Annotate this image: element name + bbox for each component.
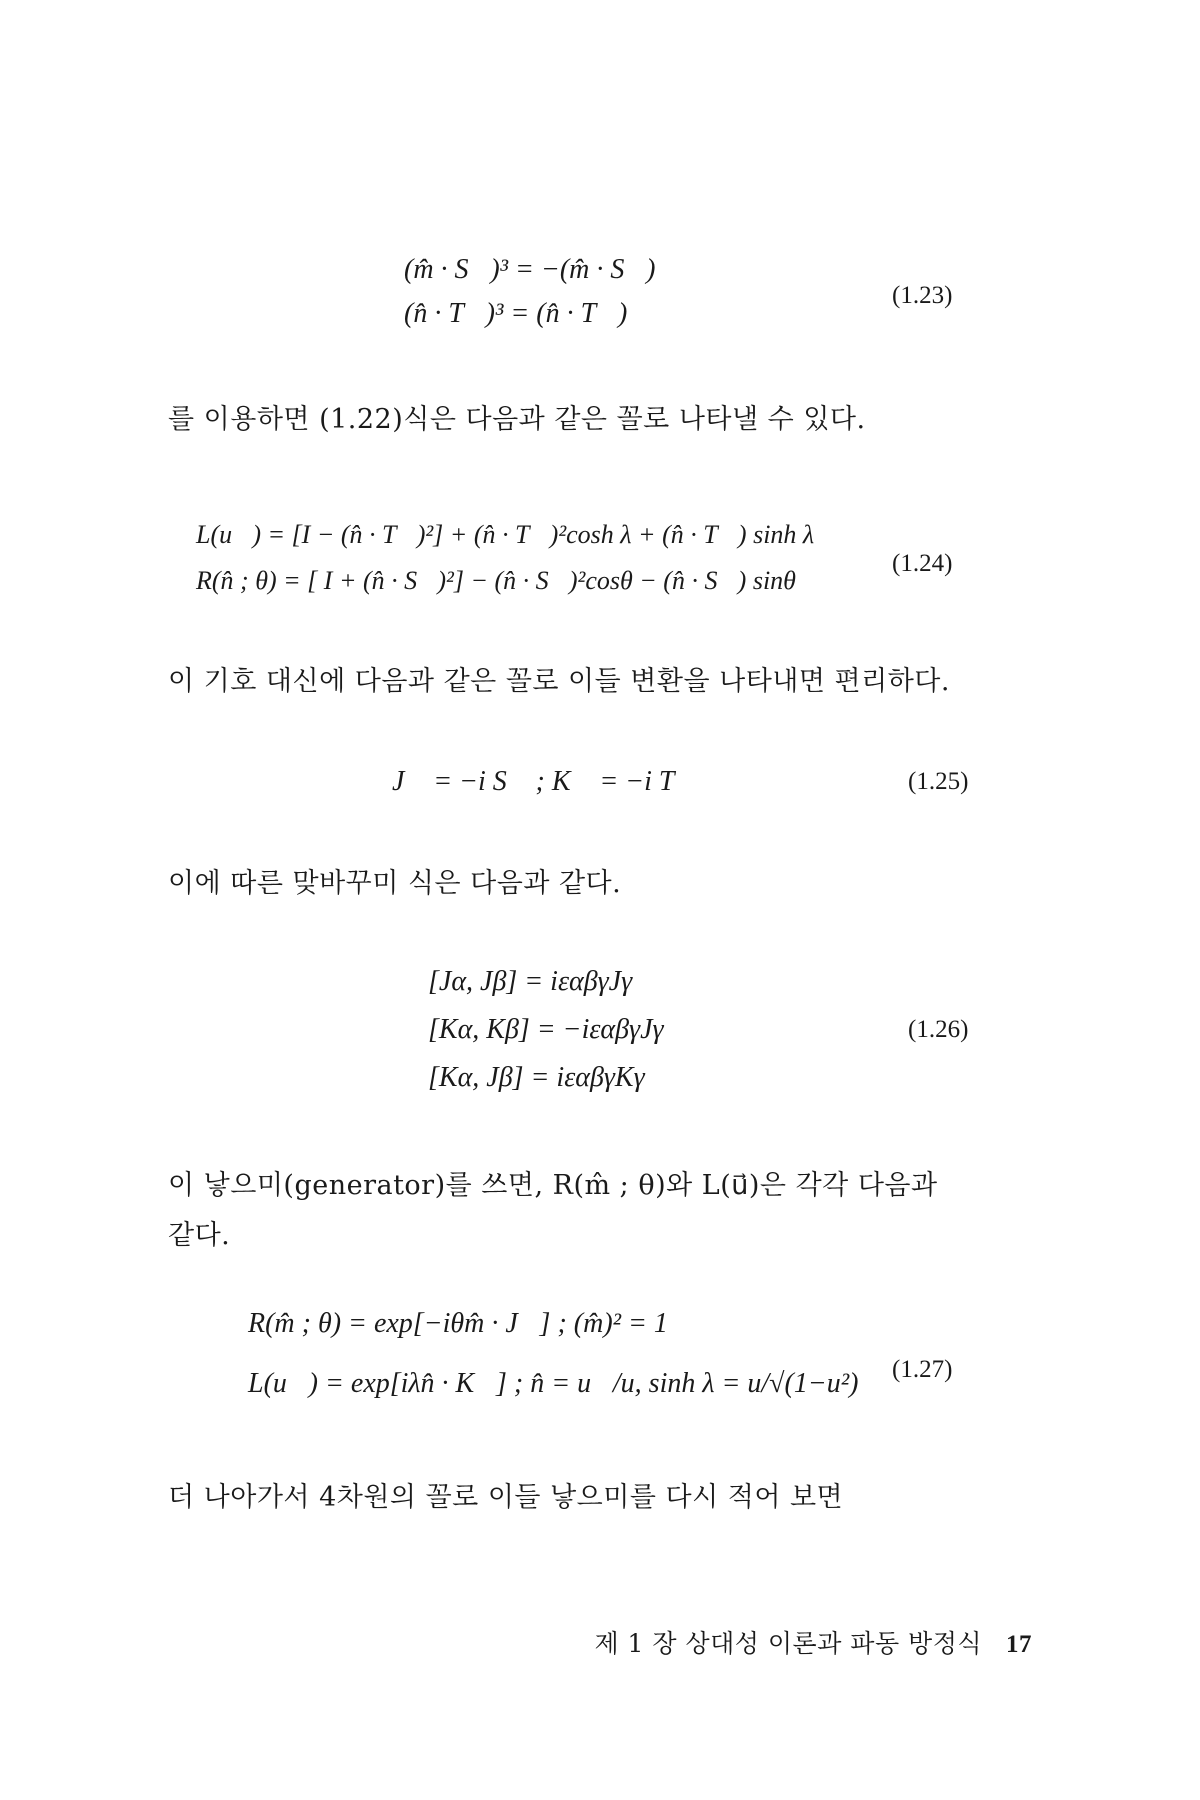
equation-1-26-line-2: [Kα, Kβ] = −iεαβγJγ xyxy=(428,1014,664,1045)
equation-1-25-number: (1.25) xyxy=(908,768,969,795)
equation-1-26-line-1: [Jα, Jβ] = iεαβγJγ xyxy=(428,966,633,997)
paragraph-2: 이 기호 대신에 다음과 같은 꼴로 이들 변환을 나타내면 편리하다. xyxy=(168,666,950,697)
equation-1-27-line-1: R(m̂ ; θ) = exp[−iθm̂ · J⃗] ; (m̂)² = 1 xyxy=(248,1308,668,1339)
equation-1-26-line-3: [Kα, Jβ] = iεαβγKγ xyxy=(428,1062,645,1093)
equation-1-26-number: (1.26) xyxy=(908,1016,969,1043)
equation-1-27-number: (1.27) xyxy=(892,1356,953,1383)
paragraph-5: 더 나아가서 4차원의 꼴로 이들 낳으미를 다시 적어 보면 xyxy=(168,1482,844,1513)
page-footer xyxy=(594,1624,1032,1660)
page-number: 17 xyxy=(1006,1631,1032,1658)
equation-1-25-line-1: J⃗ = −i S⃗ ; K⃗ = −i T⃗ xyxy=(392,766,697,797)
equation-1-23-number: (1.23) xyxy=(892,282,953,309)
equation-1-24-number: (1.24) xyxy=(892,550,953,577)
paragraph-1: 를 이용하면 (1.22)식은 다음과 같은 꼴로 나타낼 수 있다. xyxy=(168,404,866,435)
equation-1-23-line-1: (m̂ · S⃗)³ = −(m̂ · S⃗) xyxy=(404,254,656,285)
paragraph-4-line-1: 이 낳으미(generator)를 쓰면, R(m̂ ; θ)와 L(u⃗)은 각각 다음과 xyxy=(168,1170,938,1201)
equation-1-24-line-2: R(n̂ ; θ) = [ I + (n̂ · S⃗)²] − (n̂ · S⃗)²cosθ − (n̂ · S⃗) sinθ xyxy=(196,566,796,595)
paragraph-4-line-2: 같다. xyxy=(168,1220,231,1251)
paragraph-3: 이에 따른 맞바꾸미 식은 다음과 같다. xyxy=(168,868,622,899)
equation-1-24-line-1: L(u⃗) = [I − (n̂ · T⃗)²] + (n̂ · T⃗)²cosh λ + (n̂ · T⃗) sinh λ xyxy=(196,520,815,549)
chapter-title: 제 1 장 상대성 이론과 파동 방정식 xyxy=(594,1629,982,1658)
equation-1-23-line-2: (n̂ · T⃗)³ = (n̂ · T⃗) xyxy=(404,298,628,329)
equation-1-27-line-2: L(u⃗) = exp[iλn̂ · K⃗] ; n̂ = u⃗/u, sinh λ = u/√(1−u²) xyxy=(248,1368,859,1399)
